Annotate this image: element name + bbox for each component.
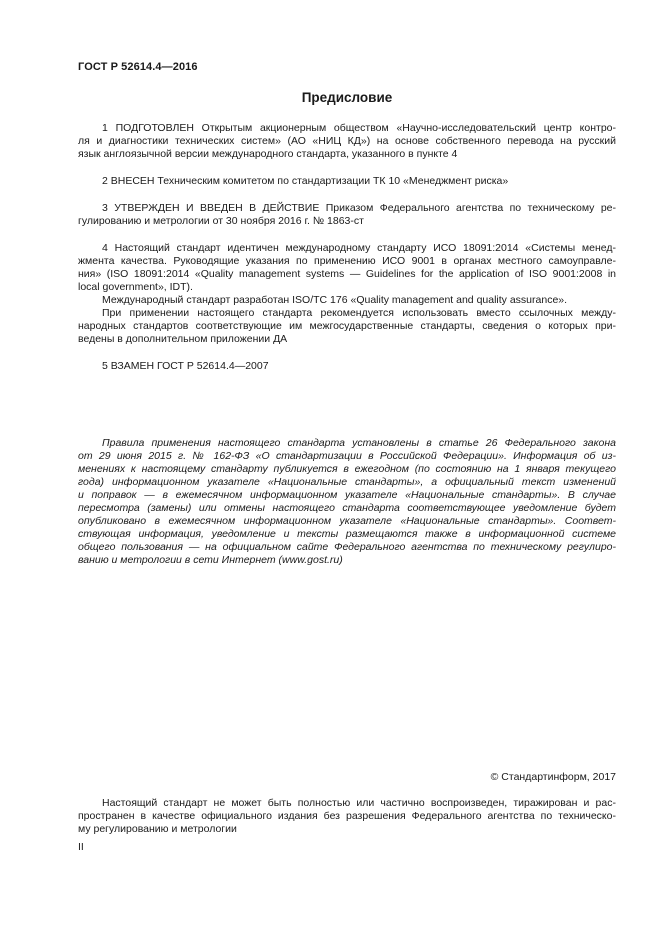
rules-notice-line-2: от 29 июня 2015 г. № 162-ФЗ «О стандартизации в Российской Федерации». Информация об из- xyxy=(78,450,616,462)
item-3-line-2: гулированию и метрологии от 30 ноября 2016 г. № 1863-ст xyxy=(78,215,364,227)
rules-notice-line-3: менениях к настоящему стандарту публикуется в ежегодном (по состоянию на 1 января текущего xyxy=(78,463,616,475)
item-5-line-1: 5 ВЗАМЕН ГОСТ Р 52614.4—2007 xyxy=(102,360,269,372)
item-4-line-4: local government», IDT). xyxy=(78,281,193,293)
page-number: II xyxy=(78,841,84,853)
item-4-line-1: 4 Настоящий стандарт идентичен международному стандарту ИСО 18091:2014 «Системы менед- xyxy=(102,242,616,254)
document-code: ГОСТ Р 52614.4—2016 xyxy=(78,61,198,73)
item-4-intl-standard-note: Международный стандарт разработан ISO/TC 176 «Quality management and quality assurance». xyxy=(102,294,568,306)
rules-notice-line-5: и поправок — в ежемесячном информационном указателе «Национальные стандарты». В случае xyxy=(78,489,616,501)
item-2-line-1: 2 ВНЕСЕН Техническим комитетом по стандартизации ТК 10 «Менеджмент риска» xyxy=(102,175,509,187)
reproduction-notice-line-3: му регулированию и метрологии xyxy=(78,823,237,835)
rules-notice-line-9: общего пользования — на официальном сайте Федерального агентства по техническому регулиро- xyxy=(78,541,616,553)
item-4-reference-line-3: ведены в дополнительном приложении ДА xyxy=(78,333,288,345)
rules-notice-line-8: ствующая информация, уведомление и тексты размещаются также в информационной системе xyxy=(78,528,616,540)
rules-notice-line-1: Правила применения настоящего стандарта установлены в статье 26 Федерального закона xyxy=(102,437,616,449)
rules-notice-line-7: опубликовано в ежемесячном информационном указателе «Национальные стандарты». Соответ- xyxy=(78,515,616,527)
item-1-line-3: язык англоязычной версии международного стандарта, указанного в пункте 4 xyxy=(78,148,458,160)
item-4-reference-line-2: народных стандартов соответствующие им межгосударственные стандарты, сведения о которых при- xyxy=(78,320,616,332)
item-4-reference-line-1: При применении настоящего стандарта рекомендуется использовать вместо ссылочных между- xyxy=(102,307,616,319)
reproduction-notice-line-2: пространен в качестве официального издания без разрешения Федерального агентства по техническо- xyxy=(78,810,616,822)
rules-notice-line-6: пересмотра (замены) или отмены настоящего стандарта соответствующее уведомление будет xyxy=(78,502,616,514)
item-4-line-3: ния» (ISO 18091:2014 «Quality management systems — Guidelines for the application of ISO 9001:2008 in xyxy=(78,268,616,280)
rules-notice-line-4: года) информационном указателе «Национальные стандарты», а официальный текст изменений xyxy=(78,476,616,488)
copyright: © Стандартинформ, 2017 xyxy=(490,771,616,783)
item-4-line-2: жмента качества. Руководящие указания по применению ИСО 9001 в органах местного самоуправле- xyxy=(78,255,616,267)
preface-title: Предисловие xyxy=(301,90,393,105)
rules-notice-line-10: ванию и метрологии в сети Интернет (www.gost.ru) xyxy=(78,554,343,566)
item-1-line-2: ля и диагностики технических систем» (АО «НИЦ КД») на основе собственного перевода на русский xyxy=(78,135,616,147)
reproduction-notice-line-1: Настоящий стандарт не может быть полностью или частично воспроизведен, тиражирован и рас- xyxy=(102,797,616,809)
item-1-line-1: 1 ПОДГОТОВЛЕН Открытым акционерным обществом «Научно-исследовательский центр контро- xyxy=(102,122,616,134)
item-3-line-1: 3 УТВЕРЖДЕН И ВВЕДЕН В ДЕЙСТВИЕ Приказом Федерального агентства по техническому ре- xyxy=(102,202,616,214)
